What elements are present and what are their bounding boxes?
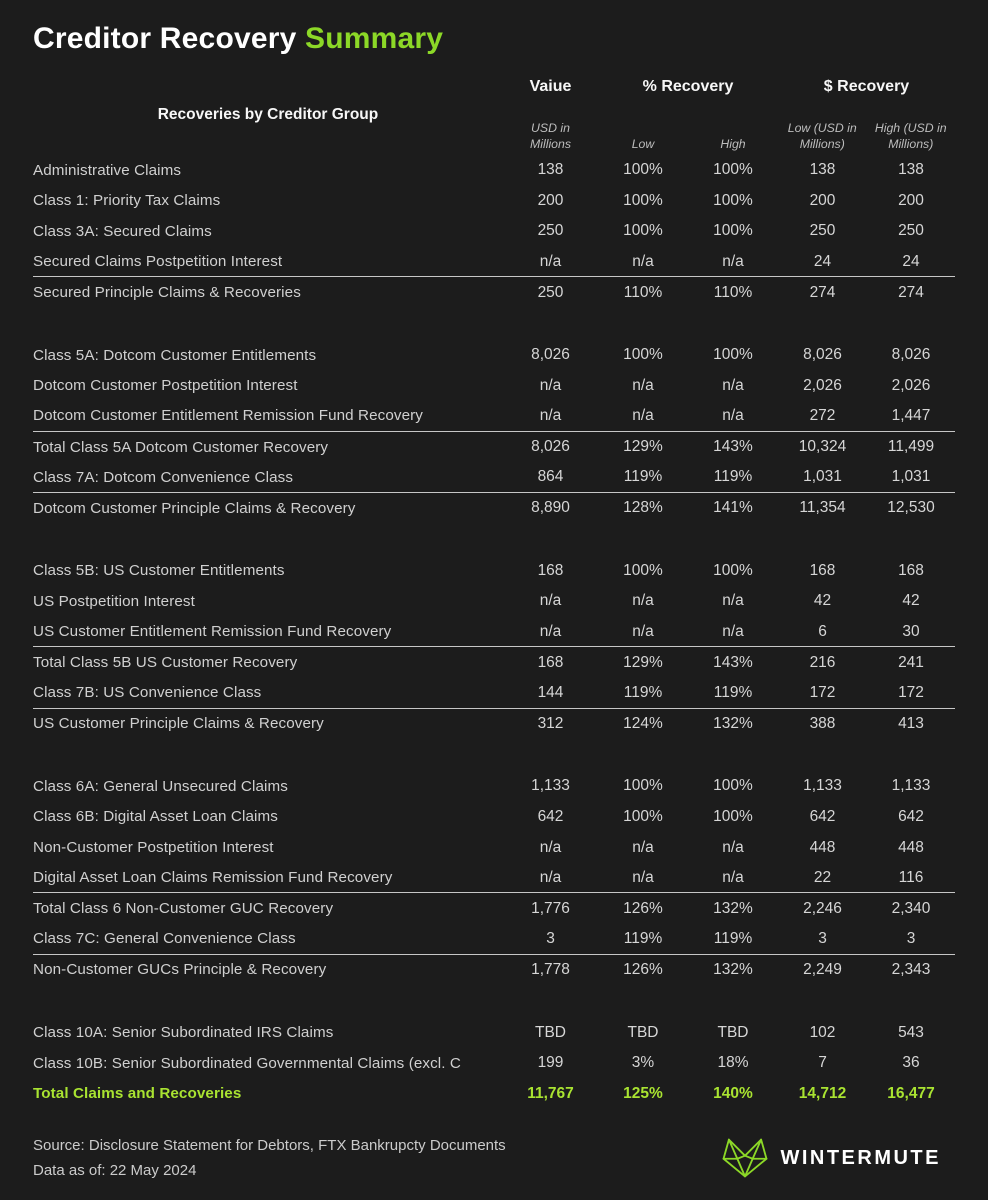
table-body [33,155,955,1109]
row-high-usd: 250 [898,222,924,240]
row-value: 168 [537,653,564,671]
table-row [33,617,955,648]
row-high-pct: 100% [713,191,753,209]
row-label: Class 1: Priority Tax Claims [33,192,221,210]
table-row [33,647,955,678]
row-high-pct: 100% [713,346,753,364]
row-low-usd: 250 [809,222,836,240]
pct-high-subheader: High [720,136,746,151]
row-label: Digital Asset Loan Claims Remission Fund Recovery [33,869,393,887]
row-label: US Customer Entitlement Remission Fund Recovery [33,623,392,641]
usd-recovery-column-title: $ Recovery [823,78,910,95]
row-value: 250 [537,283,564,301]
row-value: n/a [539,838,562,856]
row-value: 864 [537,468,564,486]
row-low-pct: 100% [623,807,663,825]
row-low-usd: 172 [809,683,836,701]
row-low-usd: 2,249 [803,960,842,978]
row-low-usd: 138 [809,161,836,179]
row-value: 144 [537,683,564,701]
row-value: 8,026 [531,346,570,364]
row-low-pct: 129% [623,438,663,456]
row-label: Class 3A: Secured Claims [33,222,212,240]
row-value: 8,026 [531,438,570,456]
row-label: Class 10B: Senior Subordinated Governmental Claims (excl. C [33,1054,461,1072]
row-low-usd: 216 [809,653,836,671]
pct-recovery-column-title: % Recovery [642,78,734,95]
row-low-pct: 119% [623,683,663,701]
data-as-of-line: Data as of: 22 May 2024 [33,1162,197,1180]
table-section [33,1017,955,1109]
row-label: Class 6B: Digital Asset Loan Claims [33,808,278,826]
row-value: 250 [537,222,564,240]
row-high-pct: 132% [713,899,753,917]
row-high-pct: n/a [722,868,744,886]
wintermute-brand [722,1137,955,1179]
table-row [33,771,955,802]
row-label: Class 7A: Dotcom Convenience Class [33,468,294,486]
row-low-pct: 100% [623,222,663,240]
row-high-usd: 116 [898,868,924,886]
row-high-pct: 143% [713,438,753,456]
row-low-pct: 110% [623,283,663,301]
table-row [33,893,955,924]
table-section [33,771,955,985]
row-high-usd: 642 [898,807,924,825]
value-column-title: Vaiue [529,78,572,95]
table-row [33,586,955,617]
row-value: 8,890 [531,499,570,517]
source-note [33,1133,506,1183]
table-row [33,832,955,863]
row-high-usd: 2,343 [891,960,931,978]
row-high-usd: 42 [902,592,920,610]
row-low-usd: 2,246 [803,899,842,917]
row-value: n/a [539,376,562,394]
row-value: n/a [539,252,562,270]
row-high-pct: n/a [722,622,744,640]
table-header [33,78,955,152]
table-section [33,155,955,308]
value-column-subtitle: USD in Millions [530,121,571,151]
row-high-usd: 24 [902,252,920,270]
row-label: Total Class 5A Dotcom Customer Recovery [33,438,329,456]
row-low-usd: 10,324 [798,438,847,456]
row-value: 312 [537,714,564,732]
row-low-usd: 22 [813,868,832,886]
row-low-pct: n/a [632,406,654,424]
row-low-pct: n/a [632,592,654,610]
title-main: Creditor Recovery [33,22,306,55]
row-high-pct: 119% [713,929,753,947]
row-high-pct: TBD [717,1023,749,1041]
row-high-usd: 11,499 [887,438,935,456]
row-high-usd: 2,340 [891,899,931,917]
row-low-pct: n/a [632,252,654,270]
row-high-usd: 8,026 [891,346,931,364]
row-high-pct: 132% [713,960,753,978]
row-low-pct: 100% [623,191,663,209]
row-low-pct: 128% [623,499,663,517]
row-label: Total Class 5B US Customer Recovery [33,654,298,672]
row-low-usd: 3 [818,929,827,947]
row-high-pct: 100% [713,222,753,240]
row-low-pct: 119% [623,929,663,947]
pct-recovery-column-header [598,78,778,152]
table-row [33,401,955,432]
row-high-pct: n/a [722,838,744,856]
row-label: Non-Customer Postpetition Interest [33,839,274,857]
row-high-pct: n/a [722,252,744,270]
row-label: Class 7B: US Convenience Class [33,684,262,702]
table-row [33,1017,955,1048]
table-row [33,340,955,371]
row-high-pct: 119% [713,468,753,486]
table-section [33,556,955,740]
table-row [33,186,955,217]
group-column-header: Recoveries by Creditor Group [157,106,379,123]
row-low-usd: 11,354 [799,499,846,517]
row-low-usd: 8,026 [803,346,842,364]
pct-low-subheader: Low [631,136,655,151]
row-low-usd: 388 [809,714,836,732]
source-line: Source: Disclosure Statement for Debtors, FTX Bankrupcty Documents [33,1137,506,1155]
row-value: 1,776 [531,899,570,917]
row-value: 1,778 [531,960,570,978]
row-value: n/a [539,406,562,424]
row-low-pct: 100% [623,161,663,179]
row-high-usd: 172 [898,683,924,701]
table-row [33,1078,955,1109]
row-label: Class 5A: Dotcom Customer Entitlements [33,346,317,364]
row-value: 1,133 [531,777,570,795]
row-label: Dotcom Customer Principle Claims & Recovery [33,499,356,517]
row-high-usd: 168 [898,561,924,579]
row-high-pct: 119% [713,683,753,701]
row-low-pct: TBD [627,1023,659,1041]
row-label: Secured Claims Postpetition Interest [33,253,283,271]
row-value: 3 [546,929,555,947]
row-high-usd: 138 [898,161,924,179]
row-high-pct: 100% [713,561,753,579]
row-low-usd: 14,712 [798,1084,847,1102]
row-low-usd: 1,133 [803,777,842,795]
row-value: 168 [537,561,564,579]
row-high-usd: 36 [902,1054,920,1072]
row-low-usd: 274 [809,283,836,301]
title-accent: Summary [305,22,444,55]
table-row [33,432,955,463]
row-high-pct: 143% [713,653,753,671]
row-label: Class 7C: General Convenience Class [33,930,296,948]
row-low-usd: 2,026 [803,376,842,394]
row-low-pct: 126% [623,899,663,917]
row-high-pct: 141% [713,499,753,517]
row-high-pct: 100% [713,777,753,795]
row-low-usd: 168 [809,561,836,579]
row-low-pct: 119% [623,468,663,486]
table-row [33,556,955,587]
row-label: Administrative Claims [33,161,182,179]
row-value: 200 [537,191,564,209]
row-low-usd: 200 [809,191,836,209]
row-high-usd: 3 [906,929,916,947]
row-high-usd: 16,477 [887,1084,935,1102]
row-high-usd: 413 [898,714,924,732]
row-high-pct: 100% [713,807,753,825]
row-value: 642 [537,807,564,825]
row-high-usd: 543 [898,1023,924,1041]
row-high-usd: 1,133 [891,777,931,795]
row-low-pct: 100% [623,561,663,579]
row-low-pct: n/a [632,868,654,886]
row-low-usd: 6 [818,622,827,640]
wintermute-logo-icon [722,1137,768,1179]
row-label: Non-Customer GUCs Principle & Recovery [33,961,327,979]
row-value: n/a [539,868,562,886]
row-low-pct: n/a [632,376,654,394]
row-low-pct: 3% [631,1054,655,1072]
row-label: Class 10A: Senior Subordinated IRS Claims [33,1024,334,1042]
value-column-header [503,78,598,152]
row-value: 138 [537,161,564,179]
row-high-pct: 110% [713,283,753,301]
row-low-pct: 126% [623,960,663,978]
page-title [33,22,955,56]
table-row [33,709,955,740]
table-row [33,1048,955,1079]
row-high-pct: 132% [713,714,753,732]
row-label: Class 6A: General Unsecured Claims [33,777,288,795]
page-footer [33,1133,955,1183]
table-row [33,216,955,247]
row-value: TBD [535,1023,566,1041]
table-row [33,493,955,524]
usd-high-subheader: High (USD in Millions) [874,121,947,151]
table-row [33,863,955,894]
row-low-pct: 124% [623,714,663,732]
usd-recovery-column-header [778,78,955,152]
row-label: Secured Principle Claims & Recoveries [33,284,301,302]
row-value: 199 [537,1054,564,1072]
row-value: 11,767 [527,1084,574,1102]
row-label: US Customer Principle Claims & Recovery [33,715,324,733]
row-high-usd: 12,530 [887,499,935,517]
row-low-pct: 129% [623,653,663,671]
table-row [33,277,955,308]
table-row [33,155,955,186]
row-high-usd: 2,026 [891,376,931,394]
row-low-usd: 102 [809,1023,836,1041]
table-row [33,462,955,493]
row-low-pct: 125% [623,1084,663,1102]
row-high-pct: 100% [713,161,753,179]
row-low-usd: 42 [813,592,832,610]
row-high-pct: 140% [713,1084,753,1102]
row-low-usd: 448 [809,838,836,856]
row-high-usd: 448 [898,838,924,856]
row-high-usd: 241 [898,653,924,671]
row-label: Total Claims and Recoveries [33,1085,242,1103]
row-high-pct: n/a [722,592,744,610]
row-low-usd: 272 [809,406,836,424]
row-low-pct: n/a [632,622,654,640]
table-row [33,955,955,986]
row-label: Dotcom Customer Entitlement Remission Fund Recovery [33,407,423,425]
row-high-pct: n/a [722,376,744,394]
table-row [33,247,955,278]
row-label: US Postpetition Interest [33,592,195,610]
row-low-usd: 7 [818,1054,827,1072]
row-high-usd: 1,031 [891,468,931,486]
table-section [33,340,955,524]
row-label: Total Class 6 Non-Customer GUC Recovery [33,900,334,918]
table-row [33,802,955,833]
row-low-pct: 100% [623,777,663,795]
row-high-usd: 274 [898,283,924,301]
table-row [33,371,955,402]
brand-name: WINTERMUTE [780,1146,941,1169]
table-row [33,924,955,955]
row-low-usd: 642 [809,807,836,825]
row-label: Dotcom Customer Postpetition Interest [33,377,298,395]
row-high-pct: 18% [717,1054,749,1072]
table-row [33,678,955,709]
row-high-usd: 200 [898,191,924,209]
row-low-usd: 24 [813,252,832,270]
row-value: n/a [539,592,562,610]
row-label: Class 5B: US Customer Entitlements [33,562,285,580]
row-high-usd: 30 [902,622,920,640]
usd-low-subheader: Low (USD in Millions) [787,121,857,151]
row-low-usd: 1,031 [803,468,842,486]
row-low-pct: 100% [623,346,663,364]
row-high-pct: n/a [722,406,744,424]
row-high-usd: 1,447 [891,406,931,424]
row-low-pct: n/a [632,838,654,856]
row-value: n/a [539,622,562,640]
